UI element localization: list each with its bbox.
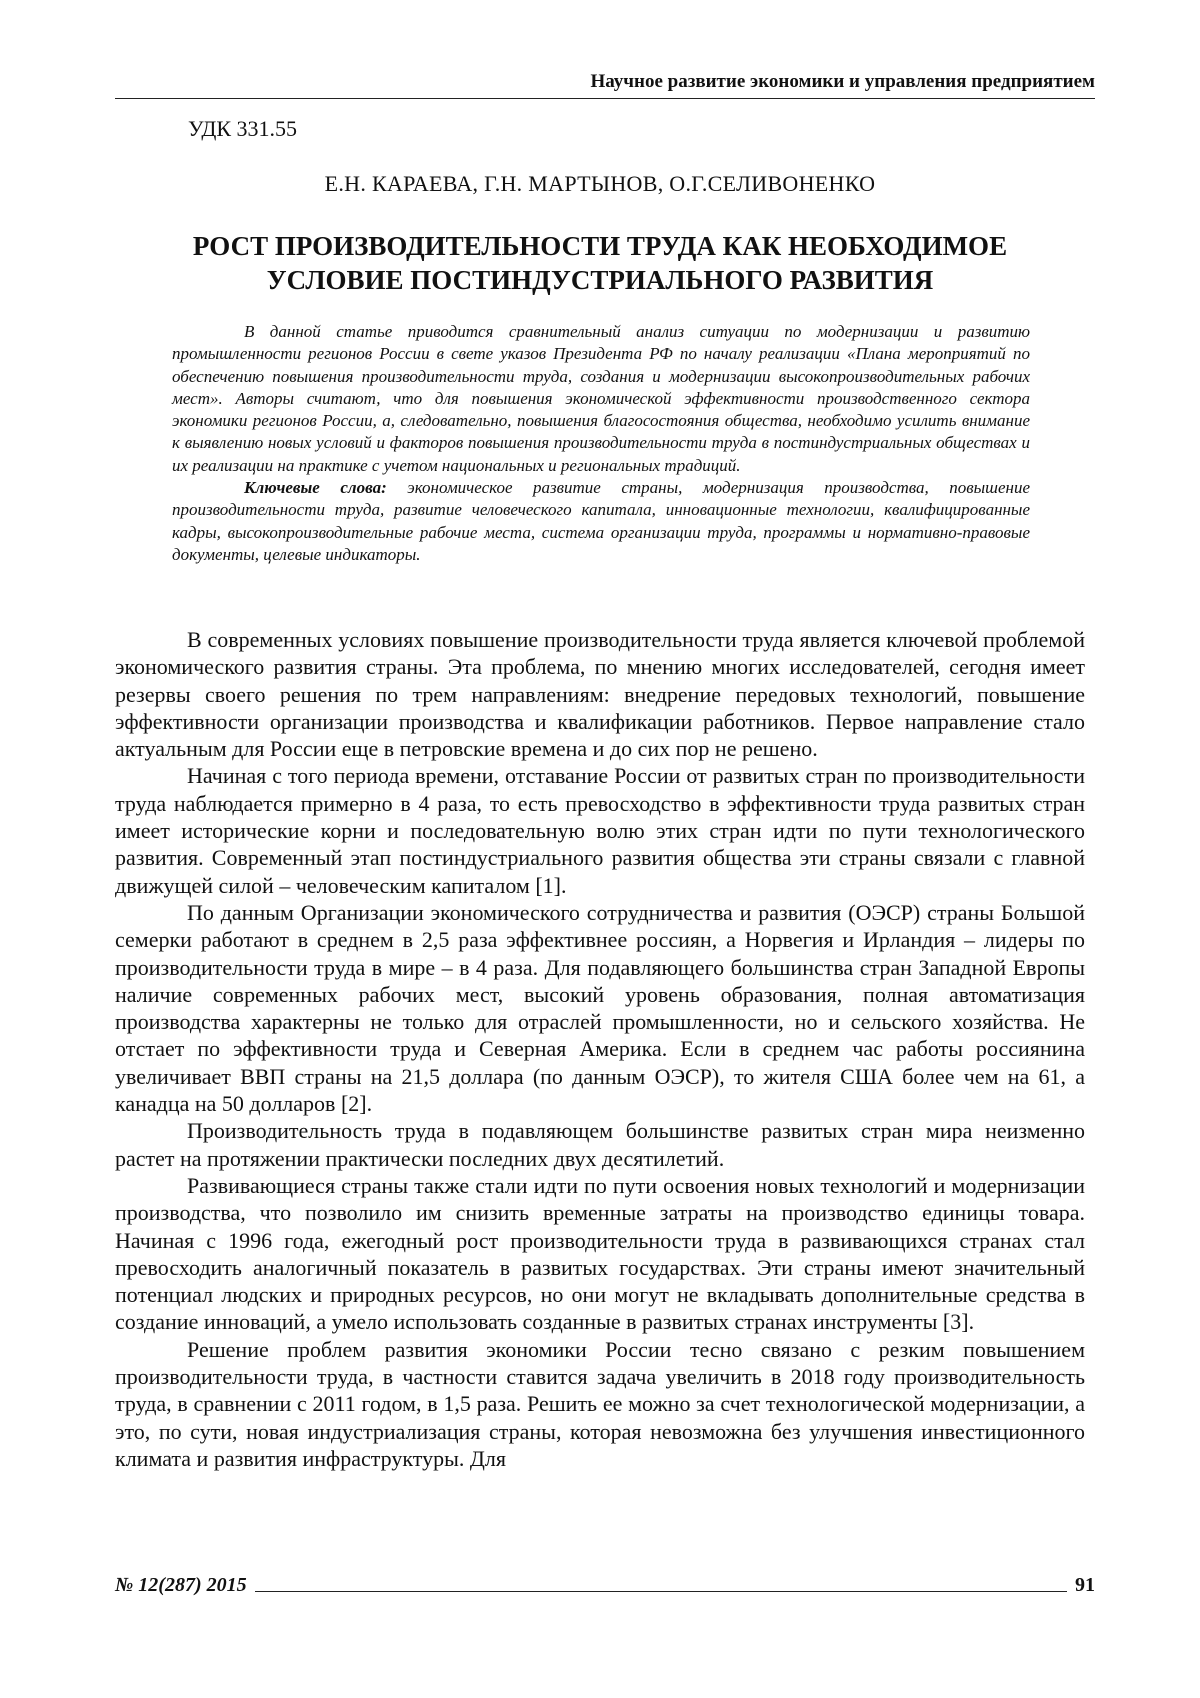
footer-rule: [255, 1591, 1067, 1592]
body-paragraph: Начиная с того периода времени, отставание России от развитых стран по производительности труда наблюдается примерно в 4 раза, то есть превосходство в эффективности труда развитых стран имеет исторические корни и последовательную волю этих стран идти по пути технологического развития. Современный этап постиндустриального развития общества эти страны связали с главной движущей силой – человеческим капиталом [1].: [115, 762, 1085, 898]
body-paragraph: Развивающиеся страны также стали идти по пути освоения новых технологий и модернизации производства, что позволило им снизить временные затраты на производство единицы товара. Начиная с 1996 года, ежегодный рост производительности труда в развивающихся странах стал превосходить аналогичный показатель в развитых государствах. Эти страны имеют значительный потенциал людских и природных ресурсов, но они могут не вкладывать дополнительные средства в создание инноваций, а умело использовать созданные в развитых странах инструменты [3].: [115, 1172, 1085, 1336]
keywords-text: экономическое развитие страны, модернизация производства, повышение производительности труда, развитие человеческого капитала, инновационные технологии, квалифицированные кадры, высокопроизводительные рабочие места, система организации труда, программы и нормативно-правовые документы, целевые индикаторы.: [172, 478, 1030, 564]
running-header: Научное развитие экономики и управления предприятием: [115, 70, 1095, 99]
abstract-text: В данной статье приводится сравнительный анализ ситуации по модернизации и развитию промышленности регионов России в свете указов Президента РФ по началу реализации «Плана мероприятий по обеспечению повышения производительности труда, создания и модернизации высокопроизводительных рабочих мест». Авторы считают, что для повышения экономической эффективности производственного сектора экономики регионов России, а, следовательно, повышения благосостояния общества, необходимо усилить внимание к выявлению новых условий и факторов повышения производительности труда в постиндустриальных обществах и их реализации на практике с учетом национальных и региональных традиций.: [172, 321, 1030, 477]
authors: Е.Н. КАРАЕВА, Г.Н. МАРТЫНОВ, О.Г.СЕЛИВОНЕНКО: [0, 171, 1200, 197]
page-footer: [115, 1574, 1095, 1597]
article-body: [115, 626, 1085, 1472]
keywords-paragraph: [172, 477, 1030, 566]
issue-number: № 12(287) 2015: [115, 1574, 247, 1597]
body-paragraph: Решение проблем развития экономики России тесно связано с резким повышением производительности труда, в частности ставится задача увеличить в 2018 году производительность труда, в сравнении с 2011 годом, в 1,5 раза. Решить ее можно за счет технологической модернизации, а это, по сути, новая индустриализация страны, которая невозможна без улучшения инвестиционного климата и развития инфраструктуры. Для: [115, 1336, 1085, 1472]
keywords-label: Ключевые слова:: [244, 478, 387, 497]
title-line-2: УСЛОВИЕ ПОСТИНДУСТРИАЛЬНОГО РАЗВИТИЯ: [267, 265, 933, 295]
article-title: [120, 229, 1080, 297]
body-paragraph: По данным Организации экономического сотрудничества и развития (ОЭСР) страны Большой семерки работают в среднем в 2,5 раза эффективнее россиян, а Норвегия и Ирландия – лидеры по производительности труда в мире – в 4 раза. Для подавляющего большинства стран Западной Европы наличие современных рабочих мест, высокий уровень образования, полная автоматизация производства характерны не только для отраслей промышленности, но и сельского хозяйства. Не отстает по эффективности труда и Северная Америка. Если в среднем час работы россиянина увеличивает ВВП страны на 21,5 доллара (по данным ОЭСР), то жителя США более чем на 61, а канадца на 50 долларов [2].: [115, 899, 1085, 1117]
title-line-1: РОСТ ПРОИЗВОДИТЕЛЬНОСТИ ТРУДА КАК НЕОБХОДИМОЕ: [193, 231, 1007, 261]
page-number: 91: [1075, 1574, 1095, 1597]
abstract-block: [172, 321, 1030, 566]
body-paragraph: Производительность труда в подавляющем большинстве развитых стран мира неизменно растет на протяжении практически последних двух десятилетий.: [115, 1117, 1085, 1172]
body-paragraph: В современных условиях повышение производительности труда является ключевой проблемой экономического развития страны. Эта проблема, по мнению многих исследователей, сегодня имеет резервы своего решения по трем направлениям: внедрение передовых технологий, повышение эффективности организации производства и квалификации работников. Первое направление стало актуальным для России еще в петровские времена и до сих пор не решено.: [115, 626, 1085, 762]
journal-page: [0, 0, 1200, 1698]
udc-code: УДК 331.55: [188, 116, 297, 142]
